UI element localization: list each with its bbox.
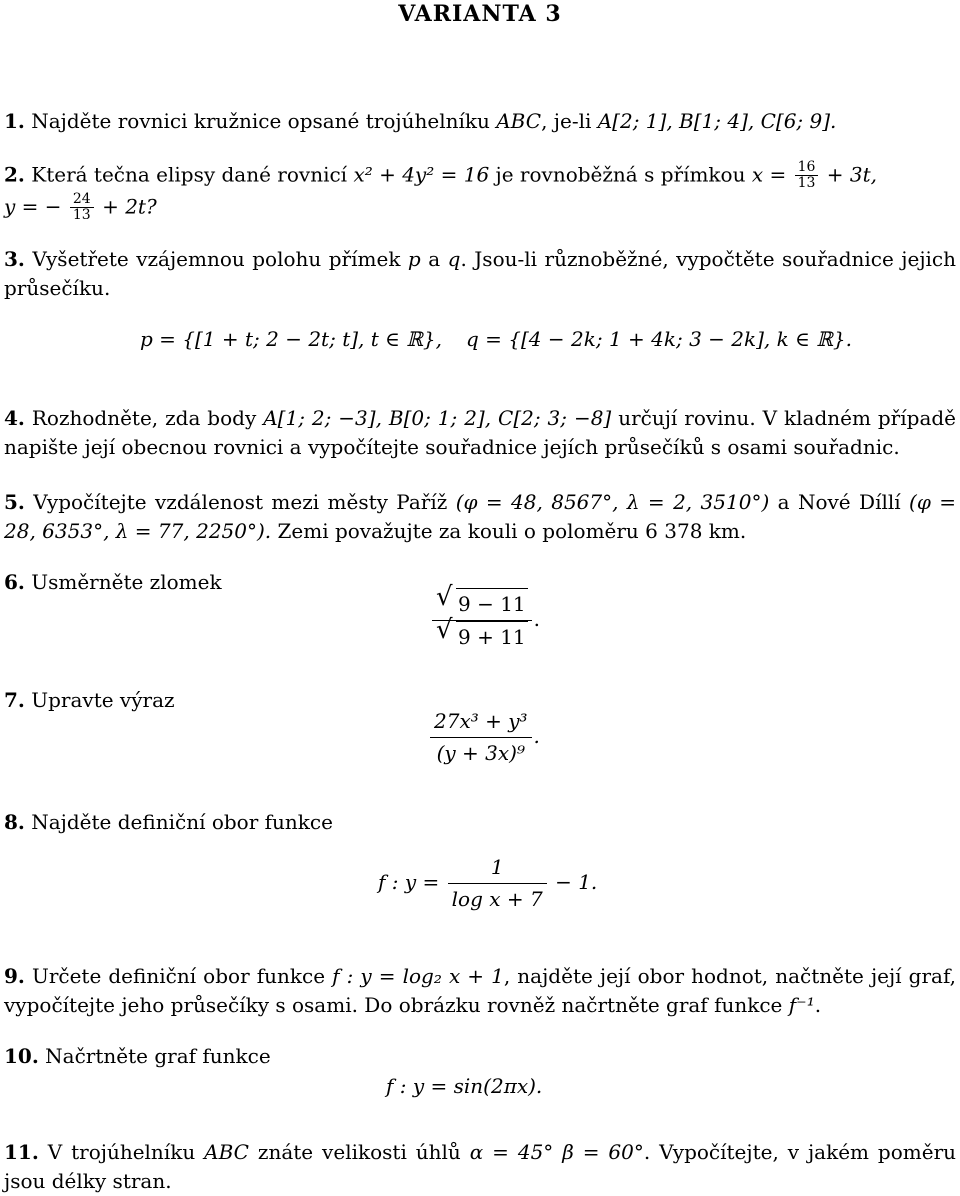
task-8: 8. Najděte definiční obor funkce [4,810,333,834]
task-number: 7. [4,688,25,712]
task-number: 1. [4,109,25,133]
task-number: 2. [4,162,25,187]
task-number: 3. [4,247,25,271]
task-1: 1. Najděte rovnici kružnice opsané trojúhelníku ABC, je-li A[2; 1], B[1; 4], C[6; 9]. [4,109,837,133]
fraction-sqrt: √ 9 − 11 √ 9 + 11 . [430,588,540,653]
fraction-24-13: $\frac{24}{13}$ [70,192,94,224]
task-number: 4. [4,406,25,430]
task-2: 2. Která tečna elipsy dané rovnicí x² + 4y² = 16 je rovnoběžná s přímkou x = $\frac{16}{13}$ + 3t, y = − $\frac{24}{13}$ + 2t? [4,159,878,224]
task-5: 5. Vypočítejte vzdálenost mezi městy Paříž (φ = 48, 8567°, λ = 2, 3510°) a Nové Díllí (φ = 28, 6353°, λ = 77, 2250°). Zemi považujte za kouli o poloměru 6 378 km. [4,490,956,543]
task-11: 11. V trojúhelníku ABC znáte velikosti úhlů α = 45° β = 60°. Vypočítejte, v jakém poměru jsou délky stran. [4,1140,957,1193]
task-number: 5. [4,490,25,514]
task-6: 6. Usměrněte zlomek [4,570,222,594]
sine-function: f : y = sin(2πx). [386,1074,543,1098]
page-title: VARIANTA 3 [398,1,562,27]
fraction-expression: $\frac{\text{27x³ + y³}}{\text{(y + 3x)⁹}}$ . [428,706,540,769]
function-definition: f : y = $\frac{1}{\text{log x + 7}}$ − 1. [378,852,597,915]
task-number: 9. [4,964,25,988]
task-3: 3. Vyšetřete vzájemnou polohu přímek p a q. Jsou-li různoběžné, vypočtěte souřadnice jejich průsečíku. [4,247,956,300]
task-number: 6. [4,570,25,594]
task-number: 8. [4,810,25,834]
line-p-equation: p = {[1 + t; 2 − 2t; t], t ∈ ℝ}, [140,327,443,351]
task-7: 7. Upravte výraz [4,688,175,712]
task-4: 4. Rozhodněte, zda body A[1; 2; −3], B[0; 1; 2], C[2; 3; −8] určují rovinu. V kladném případě napište její obecnou rovnici a vypočítejte souřadnice jejích průsečíků s osami souřadnic. [4,406,957,459]
task-number: 10. [4,1044,39,1068]
task-number: 11. [4,1140,39,1164]
task-9: 9. Určete definiční obor funkce f : y = log₂ x + 1, najděte její obor hodnot, načtněte její graf, vypočítejte jeho průsečíky s osami. Do obrázku rovněž načrtněte graf funkce f⁻¹. [4,964,956,1017]
line-q-equation: q = {[4 − 2k; 1 + 4k; 3 − 2k], k ∈ ℝ}. [466,327,852,351]
task-10: 10. Načrtněte graf funkce [4,1044,271,1068]
fraction-16-13: $\frac{16}{13}$ [795,160,819,192]
